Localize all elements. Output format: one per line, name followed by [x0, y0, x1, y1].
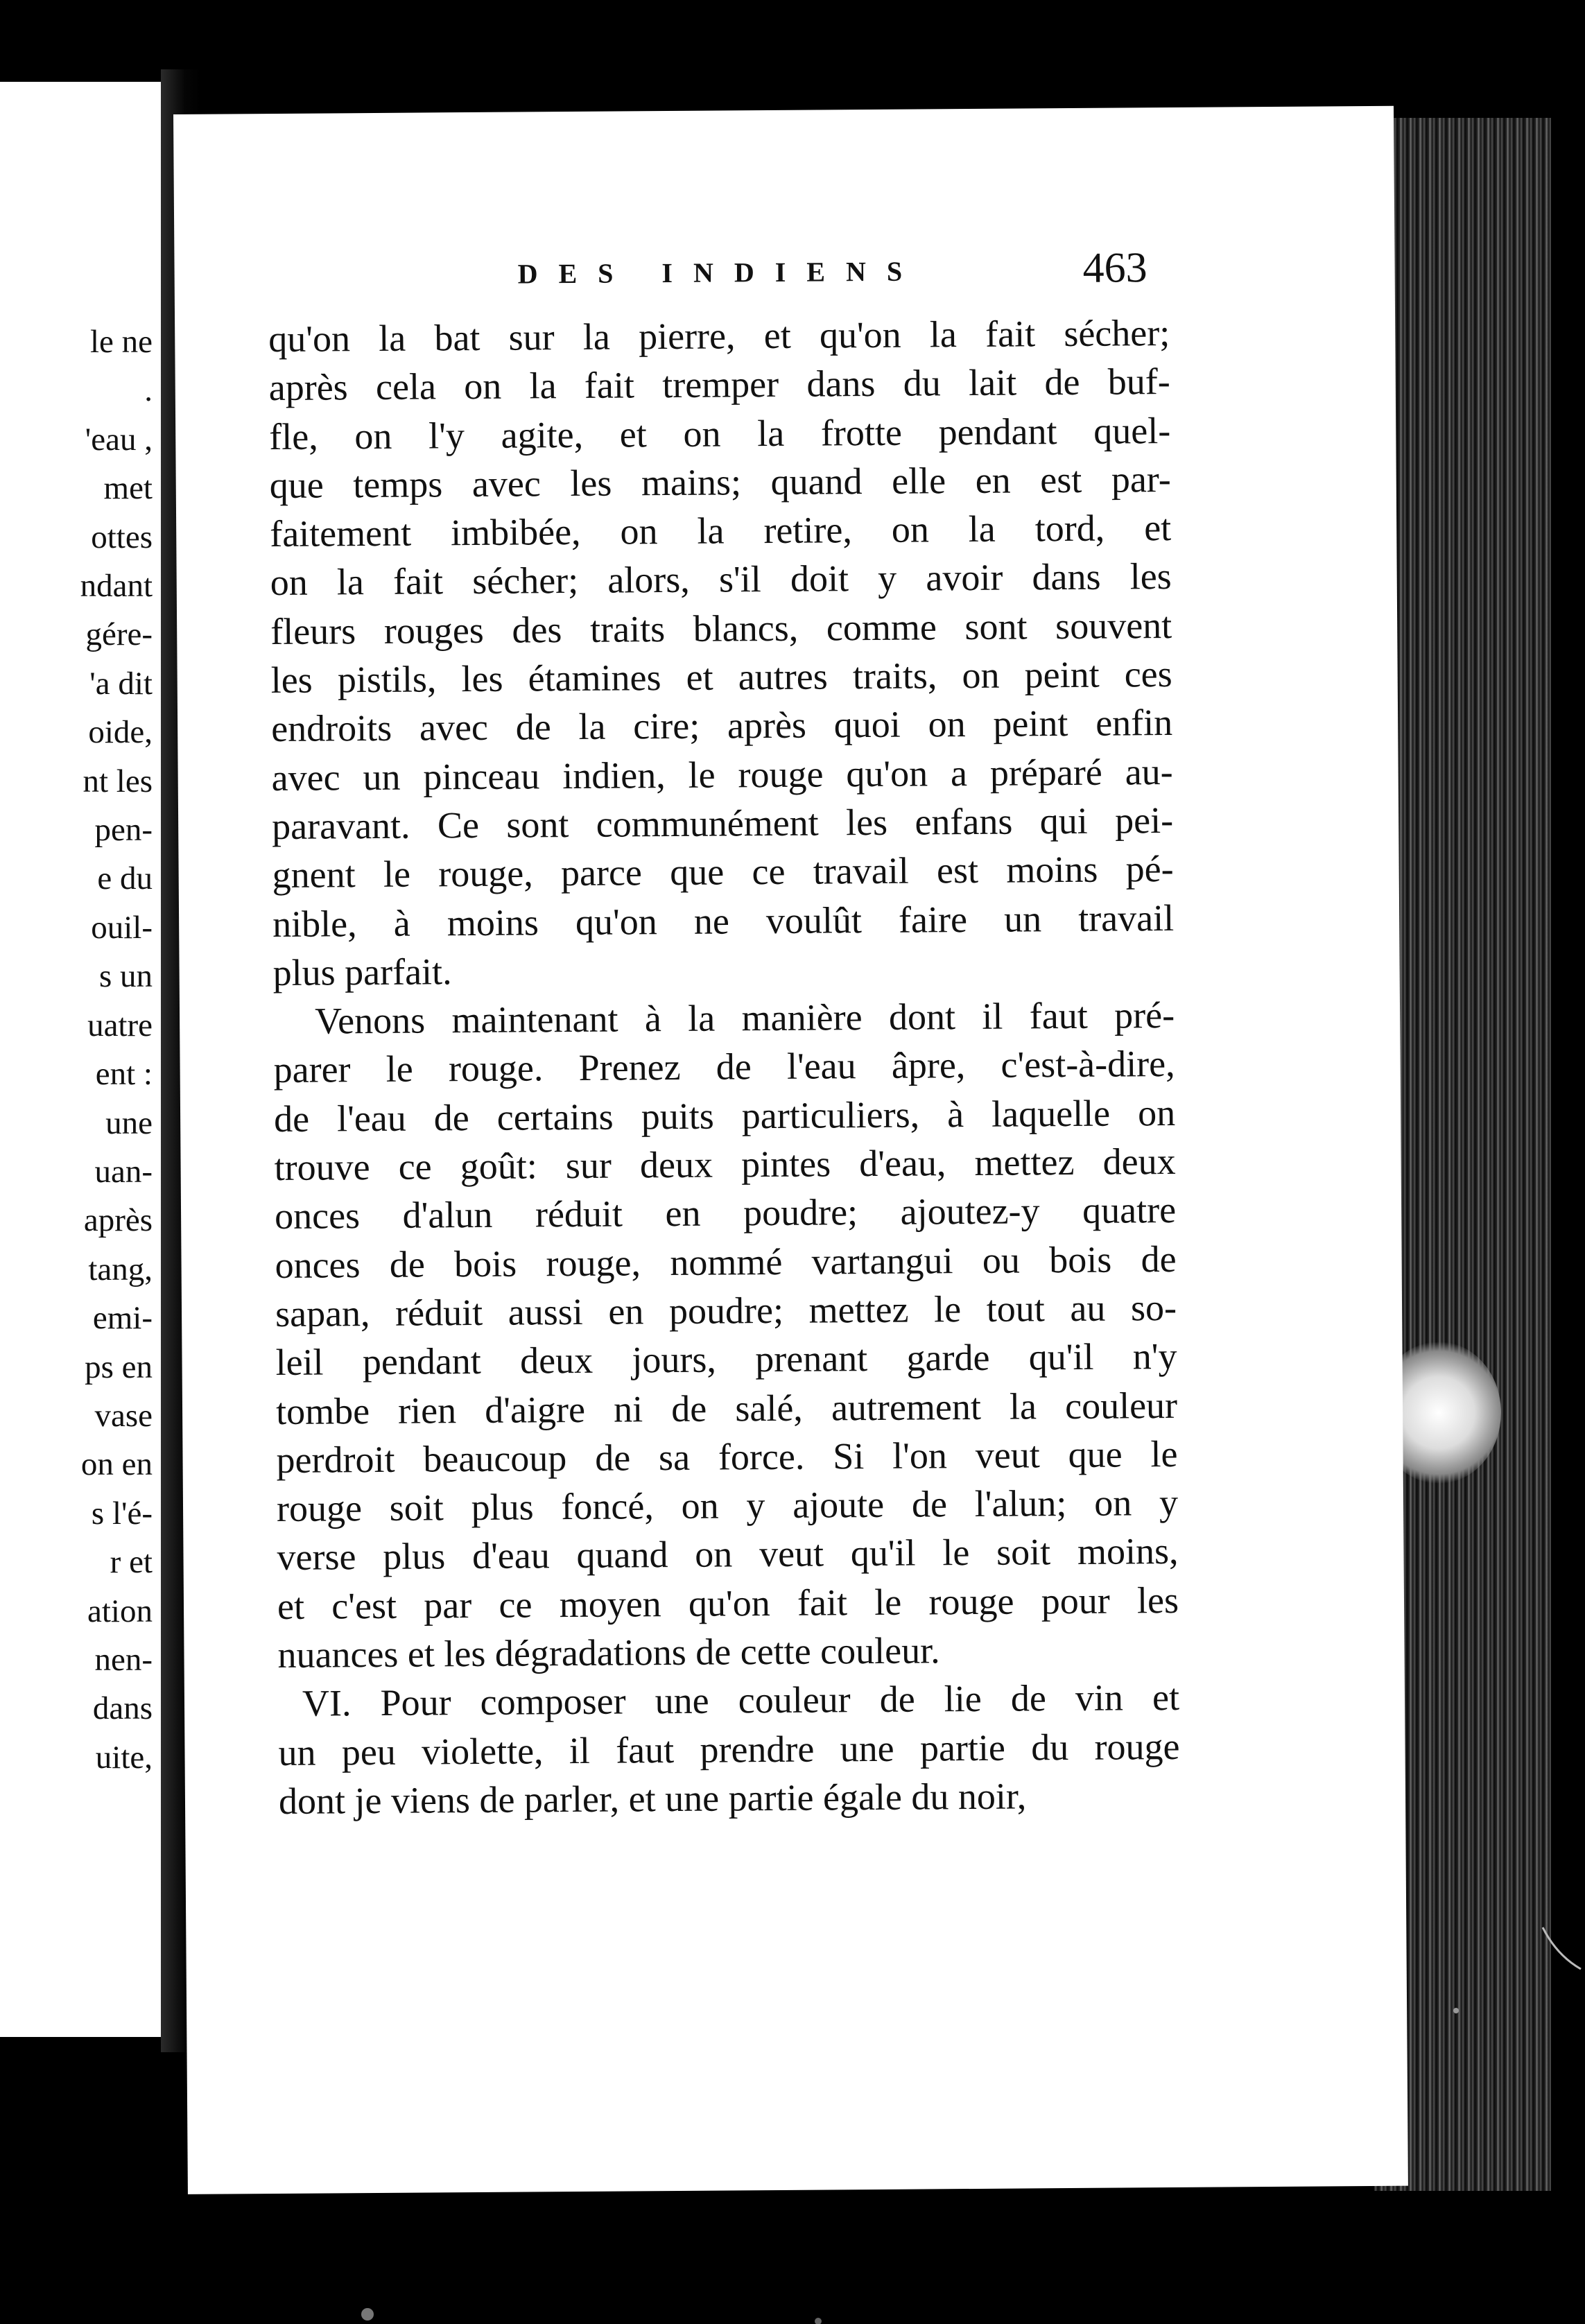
- text-line: de l'eau de certains puits particuliers, à laquelle on: [273, 1091, 1176, 1140]
- previous-page-line: ouil-: [91, 909, 153, 946]
- text-line: après cela on la fait tremper dans du lait de buf-: [268, 361, 1170, 409]
- text-line: rouge soit plus foncé, on y ajoute de l'alun; on y: [276, 1482, 1179, 1530]
- previous-page-line: ottes: [91, 519, 153, 555]
- text-line: sapan, réduit aussi en poudre; mettez le tout au so-: [275, 1286, 1177, 1335]
- previous-page-line: uan-: [94, 1153, 153, 1190]
- text-line: fleurs rouges des traits blancs, comme sont souvent: [270, 604, 1172, 652]
- previous-page-line: dans: [92, 1690, 153, 1727]
- previous-page-line: uatre: [87, 1007, 153, 1043]
- previous-page-line: 'eau ,: [85, 421, 153, 458]
- text-line: tombe rien d'aigre ni de salé, autrement la couleur: [275, 1384, 1178, 1432]
- text-line: fle, on l'y agite, et on la frotte pendant quel-: [269, 409, 1171, 458]
- previous-page-line: tang,: [88, 1251, 153, 1287]
- text-line: paravant. Ce sont communément les enfans qui pei-: [271, 799, 1174, 848]
- text-line: que temps avec les mains; quand elle en est par-: [269, 458, 1171, 506]
- previous-page-line: une: [105, 1104, 153, 1141]
- previous-page-line: on en: [80, 1446, 153, 1483]
- text-line: dont je viens de parler, et une partie égale du noir,: [278, 1775, 1027, 1822]
- previous-page-line: ndant: [80, 568, 153, 605]
- text-line: et c'est par ce moyen qu'on fait le rouge pour les: [277, 1579, 1179, 1627]
- previous-page-line: ent :: [95, 1056, 153, 1093]
- previous-page-line: vase: [94, 1397, 153, 1434]
- text-line: qu'on la bat sur la pierre, et qu'on la fait sécher;: [268, 311, 1170, 361]
- text-line: endroits avec de la cire; après quoi on peint enfin: [270, 702, 1173, 750]
- text-line: nuances et les dégradations de cette couleur.: [277, 1629, 940, 1676]
- text-line: onces d'alun réduit en poudre; ajoutez-y quatre: [274, 1189, 1177, 1238]
- previous-page-line: e du: [97, 860, 153, 897]
- text-line: onces de bois rouge, nommé vartangui ou bois de: [275, 1238, 1177, 1286]
- text-line: nible, à moins qu'on ne voulût faire un travail: [272, 896, 1175, 945]
- previous-page-line: après: [83, 1202, 153, 1239]
- running-head-title: DES INDIENS: [517, 255, 924, 290]
- text-line: les pistils, les étamines et autres traits, on peint ces: [270, 653, 1172, 702]
- text-line: leil pendant deux jours, prenant garde qu'il n'y: [275, 1335, 1177, 1384]
- previous-page-line: s l'é-: [91, 1495, 153, 1532]
- page-number: 463: [1082, 244, 1147, 292]
- text-line: faitement imbibée, on la retire, on la tord, et: [270, 507, 1172, 555]
- previous-page-text: [80, 318, 153, 1782]
- previous-page-line: le ne: [89, 324, 153, 360]
- text-line: avec un pinceau indien, le rouge qu'on a préparé au-: [271, 750, 1173, 799]
- previous-page-line: oide,: [88, 714, 153, 751]
- previous-page-line: nt les: [83, 763, 153, 799]
- text-line: gnent le rouge, parce que ce travail est moins pé-: [272, 848, 1174, 896]
- text-line: Venons maintenant à la manière dont il faut pré-: [314, 994, 1175, 1042]
- text-line: plus parfait.: [272, 951, 452, 994]
- running-head: [174, 244, 1394, 309]
- previous-page-line: emi-: [92, 1300, 153, 1337]
- previous-page-line: ps en: [85, 1349, 153, 1385]
- paragraph: [268, 309, 1175, 997]
- previous-page-line: met: [103, 470, 153, 507]
- paragraph: [278, 1673, 1180, 1826]
- text-line: parer le rouge. Prenez de l'eau âpre, c'est-à-dire,: [273, 1043, 1175, 1091]
- previous-page-line: nen-: [94, 1641, 153, 1678]
- page-body-text: [268, 309, 1180, 1826]
- previous-page-line: r et: [110, 1544, 153, 1581]
- text-line: un peu violette, il faut prendre une partie du rouge: [278, 1725, 1180, 1774]
- previous-page-line: gére-: [85, 616, 153, 653]
- text-line: VI. Pour composer une couleur de lie de vin et: [302, 1676, 1180, 1725]
- previous-page-fragment: [0, 82, 161, 2037]
- previous-page-line: ation: [87, 1593, 153, 1629]
- previous-page-line: 'a dit: [89, 665, 153, 702]
- text-line: verse plus d'eau quand on veut qu'il le soit moins,: [277, 1530, 1179, 1579]
- previous-page-line: s un: [98, 958, 153, 995]
- previous-page-line: .: [144, 372, 153, 409]
- text-line: on la fait sécher; alors, s'il doit y avoir dans les: [270, 555, 1172, 604]
- previous-page-line: pen-: [94, 812, 153, 849]
- text-line: perdroit beaucoup de sa force. Si l'on veut que le: [276, 1432, 1178, 1481]
- paragraph: [273, 991, 1179, 1679]
- text-line: trouve ce goût: sur deux pintes d'eau, mettez deux: [274, 1140, 1176, 1189]
- book-page: [173, 106, 1408, 2194]
- previous-page-line: uite,: [95, 1739, 153, 1776]
